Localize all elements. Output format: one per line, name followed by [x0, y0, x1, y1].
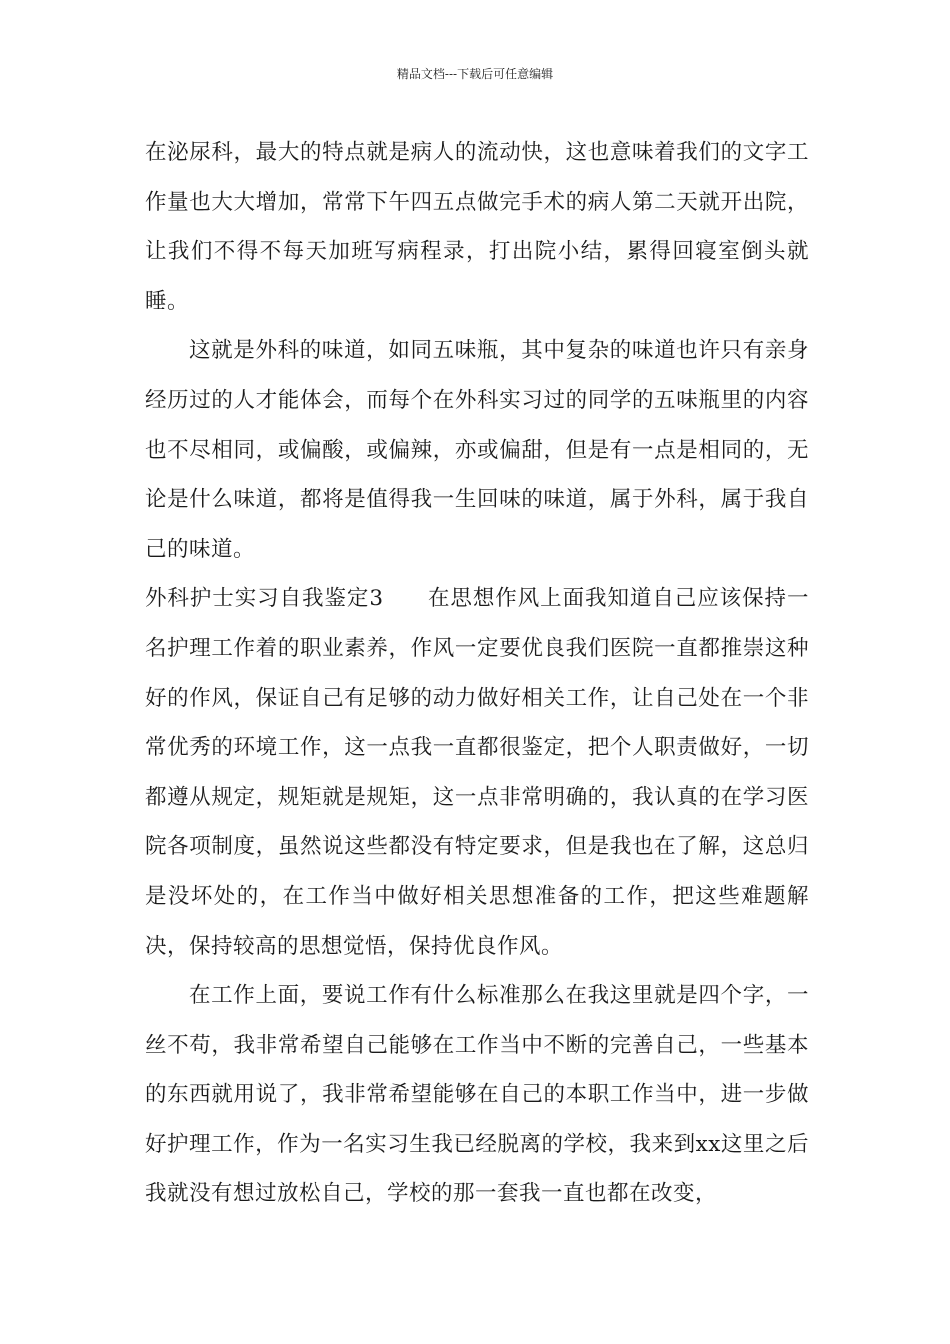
paragraph-urology: 在泌尿科，最大的特点就是病人的流动快，这也意味着我们的文字工作量也大大增加，常常下午四五点做完手术的病人第二天就开出院，让我们不得不每天加班写病程录，打出院小结，累得回寝室倒头就睡。	[145, 140, 809, 314]
section-title: 外科护士实习自我鉴定3	[145, 586, 384, 612]
page-header: 精品文档---下载后可任意编辑	[396, 67, 554, 81]
paragraph-self-assessment	[145, 574, 809, 971]
paragraph-work-standards: 在工作上面，要说工作有什么标准那么在我这里就是四个字，一丝不苟，我非常希望自己能够在工作当中不断的完善自己，一些基本的东西就用说了，我非常希望能够在自己的本职工作当中，进一步做好护理工作，作为一名实习生我已经脱离的学校，我来到xx这里之后我就没有想过放松自己，学校的那一套我一直也都在改变，	[145, 983, 809, 1207]
document-body	[145, 128, 809, 1219]
paragraph-surgery-taste: 这就是外科的味道，如同五味瓶，其中复杂的味道也许只有亲身经历过的人才能体会，而每个在外科实习过的同学的五味瓶里的内容也不尽相同，或偏酸，或偏辣，亦或偏甜，但是有一点是相同的，无论是什么味道，都将是值得我一生回味的味道，属于外科，属于我自己的味道。	[145, 338, 809, 562]
paragraph-ideology: 在思想作风上面我知道自己应该保持一名护理工作着的职业素养，作风一定要优良我们医院一直都推崇这种好的作风，保证自己有足够的动力做好相关工作，让自己处在一个非常优秀的环境工作，这一点我一直都很鉴定，把个人职责做好，一切都遵从规定，规矩就是规矩，这一点非常明确的，我认真的在学习医院各项制度，虽然说这些都没有特定要求，但是我也在了解，这总归是没坏处的，在工作当中做好相关思想准备的工作，把这些难题解决，保持较高的思想觉悟，保持优良作风。	[145, 586, 809, 959]
